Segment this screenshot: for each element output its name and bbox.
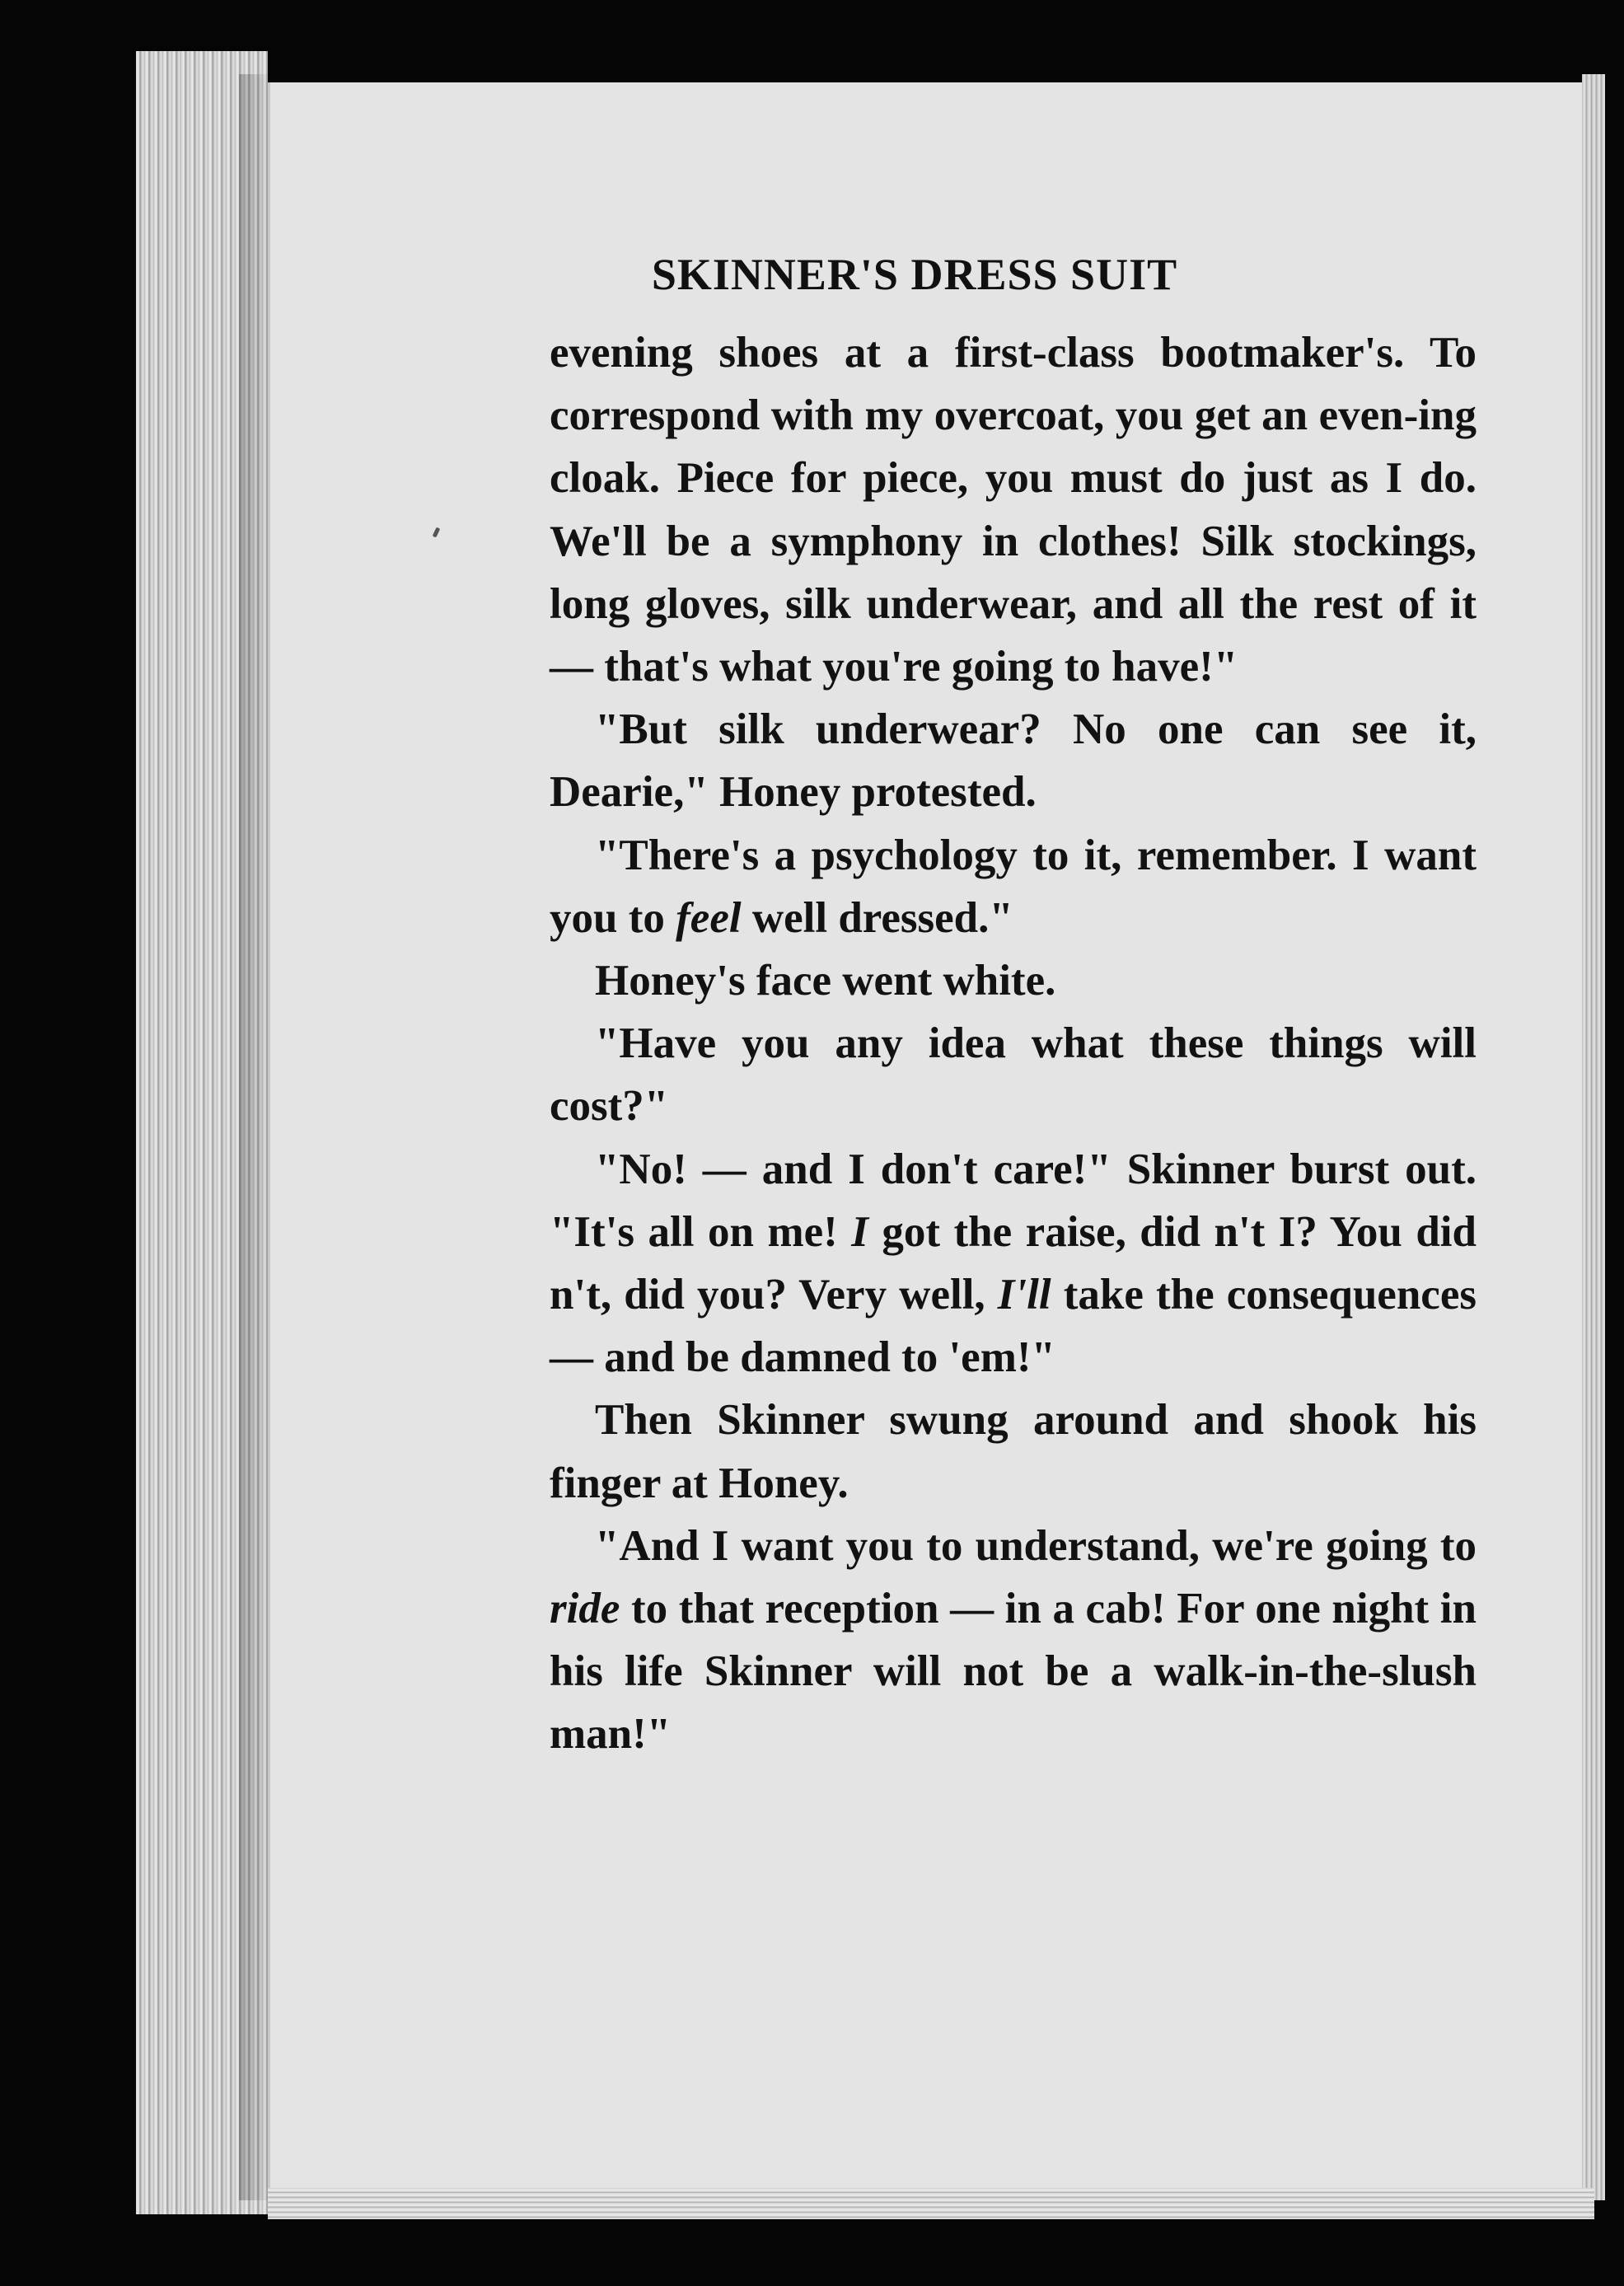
italic-emphasis: feel <box>676 893 742 942</box>
italic-emphasis: I <box>851 1207 868 1256</box>
paragraph-text: take the consequences — and be damned to 'em!" <box>550 1271 1477 1382</box>
paragraph-text: Then Skinner swung around and shook his finger at Honey. <box>550 1396 1477 1507</box>
paragraph <box>550 1389 1477 1514</box>
paragraph-text: "No! — and I don't care!" Skinner burst out. "It's all on me! <box>550 1145 1477 1256</box>
paragraph <box>550 1138 1477 1389</box>
paragraph-text: got the raise, did n't I? You did n't, did you? Very well, <box>550 1207 1477 1319</box>
paragraph-text: "But silk underwear? No one can see it, Dearie," Honey protested. <box>550 705 1477 817</box>
paragraph-text: Honey's face went white. <box>595 957 1056 1005</box>
italic-emphasis: ride <box>550 1585 620 1633</box>
paragraph <box>550 824 1477 949</box>
paragraph-text: well dressed." <box>741 893 1013 942</box>
paragraph <box>550 949 1477 1012</box>
paragraph-text: "There's a psychology to it, remember. I want you to <box>550 831 1477 942</box>
paragraph-text: "Have you any idea what these things will cost?" <box>550 1019 1477 1131</box>
paragraph-text: evening shoes at a first-class bootmaker's. To correspond with my overcoat, you get an even-ing cloak. Piece for piece, you must do just as I do. We'll be a symphony in clothes! Silk stockings, long gloves, silk underwear, and all the rest of it — that's what you're going to have!" <box>550 329 1477 691</box>
body-text <box>550 321 1477 1766</box>
paragraph-text: to that reception — in a cab! For one night in his life Skinner will not be a walk-in-the-slush man!" <box>550 1585 1477 1759</box>
book-right-edge <box>1582 74 1605 2200</box>
paragraph <box>550 1515 1477 1766</box>
page-gutter-shadow <box>239 74 272 2200</box>
paragraph <box>550 1012 1477 1137</box>
paragraph-text: "And I want you to understand, we're going to <box>595 1521 1477 1570</box>
book-bottom-edge <box>268 2188 1594 2219</box>
running-head: SKINNER'S DRESS SUIT <box>651 250 1178 299</box>
paragraph <box>550 698 1477 823</box>
paragraph <box>550 321 1477 698</box>
italic-emphasis: I'll <box>997 1271 1051 1319</box>
